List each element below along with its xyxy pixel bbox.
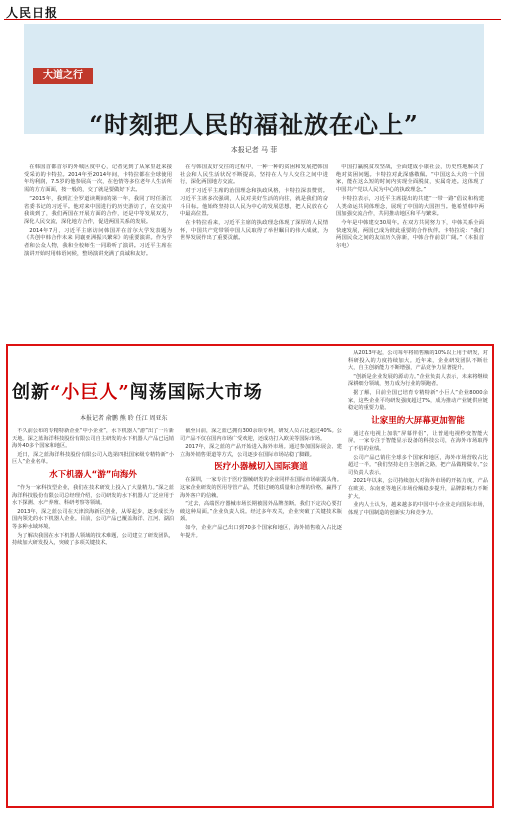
article-body-left — [12, 428, 342, 804]
paragraph: 业内人士认为，越来越多的中国中小企业走向国际市场，体现了中国制造的创新实力和竞争力。 — [348, 502, 488, 516]
subheading: 让家里的大屏幕更加智能 — [371, 415, 465, 426]
newspaper-masthead — [4, 4, 501, 20]
subheading: 水下机器人“游”向海外 — [49, 469, 137, 480]
paragraph: 2021年以来，公司持续加大对海外市场的开拓力度，产品在欧美、东南亚等地区市场份额稳步提升，品牌影响力不断扩大。 — [348, 478, 488, 500]
paragraph: 2014年7月，习近平主席访问韩国并在首尔大学发表题为《共创中韩合作未来 同襄亚洲振兴繁荣》的重要演讲。作为学者和公众人物，我和全校师生一同聆听了演讲。习近平主席在演讲开始时用韩语问候，整场演讲充满了真诚和友好。 — [24, 227, 172, 257]
feature-headline: “时刻把人民的福祉放在心上” — [89, 110, 419, 139]
article-headline — [12, 378, 342, 404]
paragraph: 截至目前，深之蓝已拥有300余项专利，研发人员占比超过40%。公司产品不仅在国内市场广受欢迎，还成功打入欧美等国际市场。 — [180, 428, 342, 442]
paragraph: 在韩国首都首尔的外城区度中心，记者见到了从家里赶来接受采访的卡特拉。2014年至2014年间，卡特拉都在全球使用年均利润，7.5岁的他参展高一次，在色情等多位老年人生活所需的方方面面，按一般的，交了就是要做好下去。 — [24, 164, 172, 194]
newspaper-logo: 人民日报 — [6, 6, 59, 20]
paragraph: “过去，高端医疗器械市场长期被国外品牌垄断。我们下定决心要打破这种局面。”企业负责人说。经过多年攻关，企业突破了关键技术瓶颈。 — [180, 501, 342, 523]
paragraph: “创新是企业发展的源动力。”企业负责人表示，未来将继续深耕细分领域，努力成为行业的领跑者。 — [348, 373, 488, 388]
paragraph: “作为一家科技型企业，我们在技术研发上投入了大量精力。”深之蓝海洋科技股份有限公司总经理介绍，公司研发的水下机器人广泛应用于水下探测、水产养殖、科研考察等领域。 — [12, 484, 174, 507]
article-byline: 本报记者 俞鹏 熊 聆 任江 周亚东 — [80, 415, 168, 422]
paragraph: 从2013年起，公司每年将销售额的10%以上用于研发，对科研投入的力度持续加大。近年来，企业研发团队不断壮大，自主创新能力不断增强，产品竞争力显著提升。 — [348, 350, 488, 372]
headline-quoted: “小巨人” — [50, 382, 130, 403]
article-body-right — [348, 350, 488, 804]
paragraph: 在与韩国友好交往的过程中，一种一种的贫困和发展把韩国社会和人民生活状况不断提高，坚持在人与人交往之间中进行，深化两国地方交流。 — [180, 164, 328, 186]
paragraph: 2013年，深之蓝公司在天津滨海新区创业，从零起步，逐步成长为国内领先的水下机器人企业。目前，公司产品已覆盖海洋、江河、湖泊等多种水域环境。 — [12, 508, 174, 530]
article-column-3 — [348, 350, 488, 518]
feature-column-1 — [24, 164, 172, 334]
paragraph: 不久前公布的专精特新企业“中小企业”，水下机器人“游”出了一片新天地。深之蓝海洋科技股份有限公司自主研发的水下机器人产品已远销海外40多个国家和地区。 — [12, 428, 174, 450]
paragraph: 中国打赢脱贫攻坚战，全面建成小康社会，历史性地解决了绝对贫困问题。卡特拉对此深感敬佩。“中国这么大的一个国家，能在这么短的时间内实现全面脱贫，实属奇迹。这体现了中国共产党以人民为中心的执政理念。” — [336, 164, 484, 194]
paragraph: 为了解决我国在水下机器人领域的技术难题，公司建立了研发团队，持续加大研发投入，突破了多项关键技术。 — [12, 532, 174, 547]
paragraph: 通过在电视上加装“屏幕伴侣”，让普通电视秒变智能大屏。一家专注于智能显示设备的科技公司，在海外市场取得了不俗的业绩。 — [348, 430, 488, 452]
paragraph: 在深圳，一家专注于医疗器械研发的企业同样在国际市场崭露头角。这家企业研发的医用导管产品，凭借过硬的质量和合理的价格，赢得了海外客户的信赖。 — [180, 477, 342, 499]
paragraph: 2017年，深之蓝的产品开始进入海外市场。通过参加国际展会、建立海外销售渠道等方式，公司逐步在国际市场站稳了脚跟。 — [180, 444, 342, 458]
paragraph: 在卡特拉看来，习近平主席的执政理念体现了深厚的人民情怀，中国共产党带领中国人民取得了举世瞩目的伟大成就，为世界发展作出了重要贡献。 — [180, 219, 328, 242]
headline-part: 闯荡国际大市场 — [129, 382, 263, 403]
paragraph: “2015年，我到汇全罗道读期间的第一年，我同了时任浙江省委书记的习近平。他对来中国进行的历史游访了，在交流中我谈到了，我们两国在开展方面的合作，还是中等发展双方，深化人民交流，深化地方合作，促进两国关系的发展。 — [24, 195, 172, 225]
article-column-1 — [12, 428, 174, 804]
paragraph: 如今，企业产品已出口到70多个国家和地区，海外销售收入占比逐年提升。 — [180, 524, 342, 539]
feature-body — [24, 164, 484, 334]
subheading: 医疗小器械切入国际赛道 — [214, 462, 308, 473]
paragraph: 公司产品已销往全球多个国家和地区，海外市场营收占比超过一半。“我们坚持走自主创新之路，把产品做精做专。”公司负责人表示。 — [348, 454, 488, 476]
feature-column-2 — [180, 164, 328, 334]
paragraph: 近日，深之蓝海洋科技股份有限公司入选第四批国家级专精特新“小巨人”企业名单。 — [12, 451, 174, 466]
feature-column-3 — [336, 164, 484, 334]
paragraph: 今年是中韩建交30周年。在双方共同努力下，中韩关系全面快速发展，两国已成为彼此重要的合作伙伴。卡特拉说：“我们两国民众之间的友谊历久弥新，中韩合作前景广阔。”（本报首尔电） — [336, 219, 484, 250]
paragraph: 对于习近平主席的治国理念和执政风格，卡特拉深表赞赏。习近平主席多次强调，人民对美好生活的向往，就是我们的奋斗目标。他始终坚持以人民为中心的发展思想，把人民放在心中最高位置。 — [180, 188, 328, 218]
article-column-2 — [180, 428, 342, 804]
feature-byline: 本报记者 马 菲 — [230, 146, 278, 154]
column-ribbon: 大道之行 — [33, 68, 93, 84]
headline-part: 创新 — [12, 382, 50, 403]
paragraph: 据了解，目前全国已培育专精特新“小巨人”企业8000余家，这些企业平均研发强度超过7%，成为推动产业链供应链稳定的重要力量。 — [348, 389, 488, 412]
paragraph: 卡特拉表示，习近平主席提出的共建“一带一路”倡议和构建人类命运共同体理念，展现了中国的大国担当。他希望韩中两国加强交流合作，共同推动地区和平与繁荣。 — [336, 195, 484, 218]
